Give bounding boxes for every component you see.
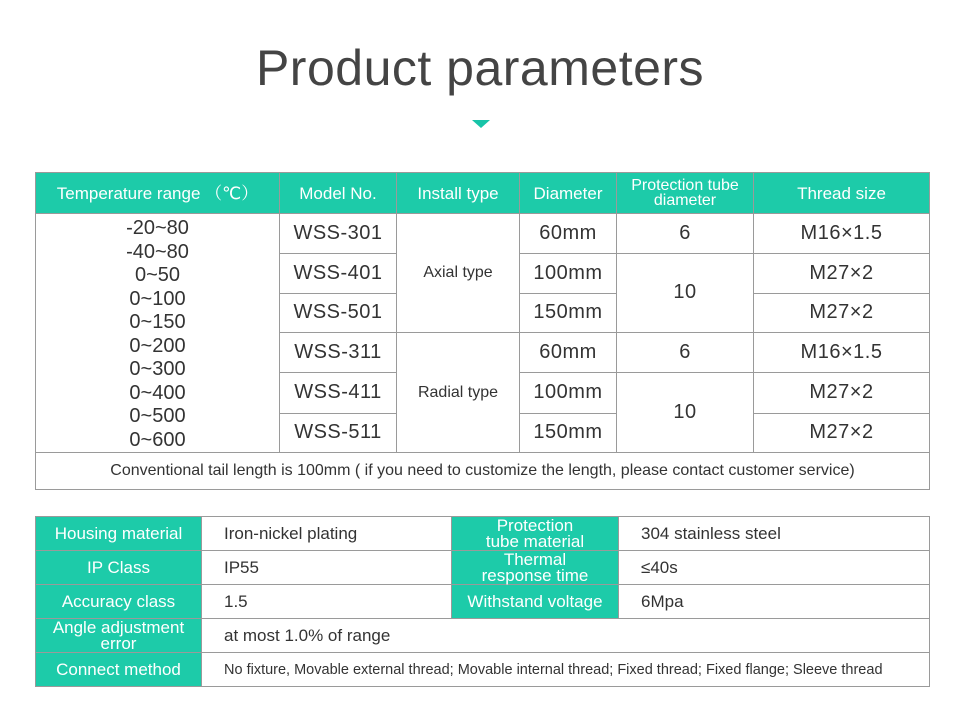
thread-size-cell: M27×2 bbox=[754, 253, 930, 293]
header-protection-tube-diameter-line1: Protection tube bbox=[631, 177, 739, 194]
spec-table bbox=[35, 172, 930, 490]
thermal-response-label bbox=[452, 551, 619, 585]
angle-adjustment-error-label-line2: error bbox=[100, 633, 137, 653]
withstand-voltage-label: Withstand voltage bbox=[452, 585, 619, 619]
tube-diameter-cell: 6 bbox=[617, 333, 754, 373]
model-cell: WSS-311 bbox=[280, 333, 397, 373]
chevron-down-icon bbox=[472, 120, 490, 128]
angle-adjustment-error-label bbox=[36, 619, 202, 653]
temperature-range-item: 0~100 bbox=[129, 287, 186, 310]
protection-tube-material-value: 304 stainless steel bbox=[619, 517, 930, 551]
temperature-range-item: 0~400 bbox=[129, 381, 186, 404]
housing-material-value: Iron-nickel plating bbox=[202, 517, 452, 551]
thread-size-cell: M16×1.5 bbox=[754, 214, 930, 254]
thread-size-cell: M16×1.5 bbox=[754, 333, 930, 373]
protection-tube-material-label bbox=[452, 517, 619, 551]
model-cell: WSS-301 bbox=[280, 214, 397, 254]
install-type-radial: Radial type bbox=[397, 333, 520, 453]
temperature-range-item: 0~200 bbox=[129, 334, 186, 357]
housing-material-label: Housing material bbox=[36, 517, 202, 551]
diameter-cell: 100mm bbox=[520, 373, 617, 413]
header-temperature-range: Temperature range （℃） bbox=[36, 173, 280, 214]
header-protection-tube-diameter bbox=[617, 173, 754, 214]
withstand-voltage-value: 6Mpa bbox=[619, 585, 930, 619]
temperature-range-item: 0~150 bbox=[129, 311, 186, 333]
header-model-no: Model No. bbox=[280, 173, 397, 214]
temperature-range-item: 0~50 bbox=[134, 264, 181, 286]
diameter-cell: 150mm bbox=[520, 413, 617, 453]
model-cell: WSS-401 bbox=[280, 253, 397, 293]
temperature-range-item: 0~600 bbox=[129, 428, 186, 451]
connect-method-label: Connect method bbox=[36, 653, 202, 687]
temperature-range-list bbox=[36, 214, 280, 453]
ip-class-value: IP55 bbox=[202, 551, 452, 585]
page-title: Product parameters bbox=[255, 40, 705, 96]
angle-adjustment-error-label-line1: Angle adjustment bbox=[52, 617, 185, 637]
model-cell: WSS-511 bbox=[280, 413, 397, 453]
thermal-response-value: ≤40s bbox=[619, 551, 930, 585]
model-cell: WSS-501 bbox=[280, 293, 397, 333]
header-install-type: Install type bbox=[397, 173, 520, 214]
header-thread-size: Thread size bbox=[754, 173, 930, 214]
tail-length-note: Conventional tail length is 100mm ( if you need to customize the length, please contact customer service) bbox=[36, 453, 930, 490]
install-type-axial: Axial type bbox=[397, 214, 520, 333]
temperature-range-item: -40~80 bbox=[126, 240, 189, 263]
thread-size-cell: M27×2 bbox=[754, 373, 930, 413]
protection-tube-material-label-line2: tube material bbox=[485, 531, 585, 551]
header-protection-tube-diameter-line2: diameter bbox=[653, 192, 717, 209]
header-diameter: Diameter bbox=[520, 173, 617, 214]
protection-tube-material-label-line1: Protection bbox=[496, 515, 574, 535]
thermal-response-label-line1: Thermal bbox=[503, 549, 567, 569]
materials-table bbox=[35, 516, 930, 687]
temperature-range-item: 0~300 bbox=[129, 358, 186, 380]
ip-class-label: IP Class bbox=[36, 551, 202, 585]
diameter-cell: 150mm bbox=[520, 293, 617, 333]
model-cell: WSS-411 bbox=[280, 373, 397, 413]
tube-diameter-cell: 10 bbox=[617, 253, 754, 333]
connect-method-value: No fixture, Movable external thread; Movable internal thread; Fixed thread; Fixed flange; Sleeve thread bbox=[202, 653, 930, 687]
thread-size-cell: M27×2 bbox=[754, 293, 930, 333]
diameter-cell: 60mm bbox=[520, 333, 617, 373]
temperature-range-item: 0~500 bbox=[129, 405, 186, 427]
angle-adjustment-error-value: at most 1.0% of range bbox=[202, 619, 930, 653]
tube-diameter-cell: 10 bbox=[617, 373, 754, 453]
temperature-range-item: -20~80 bbox=[126, 217, 189, 239]
diameter-cell: 100mm bbox=[520, 253, 617, 293]
thread-size-cell: M27×2 bbox=[754, 413, 930, 453]
diameter-cell: 60mm bbox=[520, 214, 617, 254]
accuracy-class-label: Accuracy class bbox=[36, 585, 202, 619]
thermal-response-label-line2: response time bbox=[481, 565, 589, 585]
accuracy-class-value: 1.5 bbox=[202, 585, 452, 619]
tube-diameter-cell: 6 bbox=[617, 214, 754, 254]
